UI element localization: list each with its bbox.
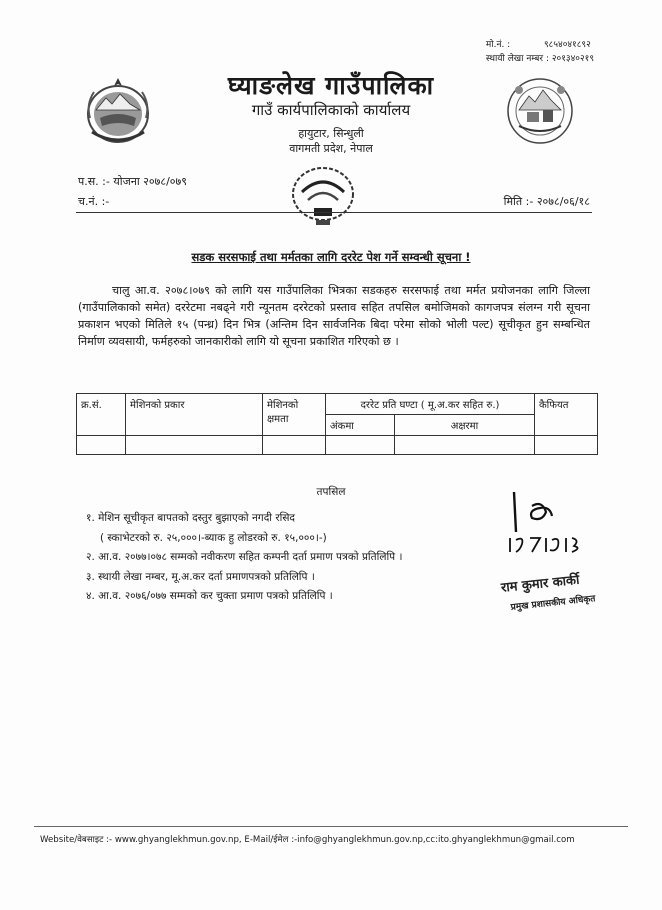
col-capacity: मेशिनको क्षमता [263,394,326,436]
phone-label: मो.नं. : [485,40,511,50]
office-title: घ्याङलेख गाउँपालिका [227,71,435,100]
footer-divider [34,826,628,827]
col-rate: दररेट प्रति घण्टा ( मू.अ.कर सहित रु.) [326,394,535,415]
handwritten-signature-icon [502,488,602,558]
phone-row [486,38,594,52]
col-figures: अंकमा [326,415,395,436]
list-item: ( स्काभेटरको रु. २५,०००।-ब्याक हु लोडरको रु. १५,०००।-) [100,531,327,544]
notice-subject: सडक सरसफाई तथा मर्मतका लागि दररेट पेश गर्ने सम्वन्धी सूचना ! [191,250,471,264]
rate-table [76,393,598,455]
table-header-row [77,394,598,415]
phone-value: ९८५४०४१८९२ [543,40,591,50]
list-item: १. मेशिन सूचीकृत बापतको दस्तुर बुझाएको नगदी रसिद [86,512,296,524]
pan-label: स्थायी लेखा नम्बर : [485,54,549,64]
officer-role-stamp: प्रमुख प्रशासकीय अधिकृत [510,594,596,613]
office-stamp-icon [288,162,358,230]
footer-contact: Website/वेबसाइट :- www.ghyanglekhmun.gov.np, E-Mail/ईमेल :-info@ghyanglekhmun.gov.np,cc:ito.ghyanglekhmun@gmail.com [40,835,575,845]
list-item: ३. स्थायी लेखा नम्बर, मू.अ.कर दर्ता प्रमाणपत्रको प्रतिलिपि । [86,570,315,583]
contact-block [486,38,594,66]
col-words: अक्षरमा [395,415,535,436]
address-line-1: हायुटार, सिन्धुली [298,127,364,140]
col-sn: क्र.सं. [77,394,126,436]
table-row [77,436,598,455]
col-type: मेशिनको प्रकार [126,394,263,436]
office-subtitle: गाउँ कार्यपालिकाको कार्यालय [251,101,411,119]
list-item: २. आ.व. २०७७।०७८ सम्मको नवीकरण सहित कम्पनी दर्ता प्रमाण पत्रको प्रतिलिपि । [86,551,403,563]
officer-name-stamp: राम कुमार कार्की [500,572,581,596]
notice-body: चालु आ.व. २०७८।०७९ को लागि यस गाउँपालिका भित्रका सडकहरु सरसफाई तथा मर्मत प्रयोजनका लागि जिल्ला (गाउँपालिकाको समेत) दररेटमा नबढ्ने गरी न्यूनतम दररेटको प्रस्ताव सहित तपसिल बमोजिमको कागजपत्र संलग्न गरी सूचना प्रकाशन भएको मितिले १५ (पन्ध्र) दिन भित्र (अन्तिम दिन सार्वजनिक बिदा परेमा सोको भोली पल्ट) सूचीकृत हुन सम्बन्धित निर्माण व्यवसायी, फर्महरुको जानकारीको लागि यो सूचना प्रकाशित गरिएको छ । [78,284,590,348]
col-remarks: कैफियत [535,394,598,436]
list-item: ४. आ.व. २०७६/०७७ सम्मको कर चुक्ता प्रमाण पत्रको प्रतिलिपि । [86,590,333,602]
address-line-2: वागमती प्रदेश, नेपाल [289,142,373,155]
tapsil-list [86,509,402,607]
tapsil-heading: तपसिल [316,486,346,498]
reference-ps: प.स. :- योजना २०७८/०७९ [78,175,187,188]
header-divider [76,212,592,213]
pan-value: २०१३४०२१९ [551,54,594,64]
letter-date: मिति :- २०७८/०६/१८ [503,195,590,208]
pan-row [486,52,594,66]
reference-cn: च.नं. :- [78,195,110,208]
